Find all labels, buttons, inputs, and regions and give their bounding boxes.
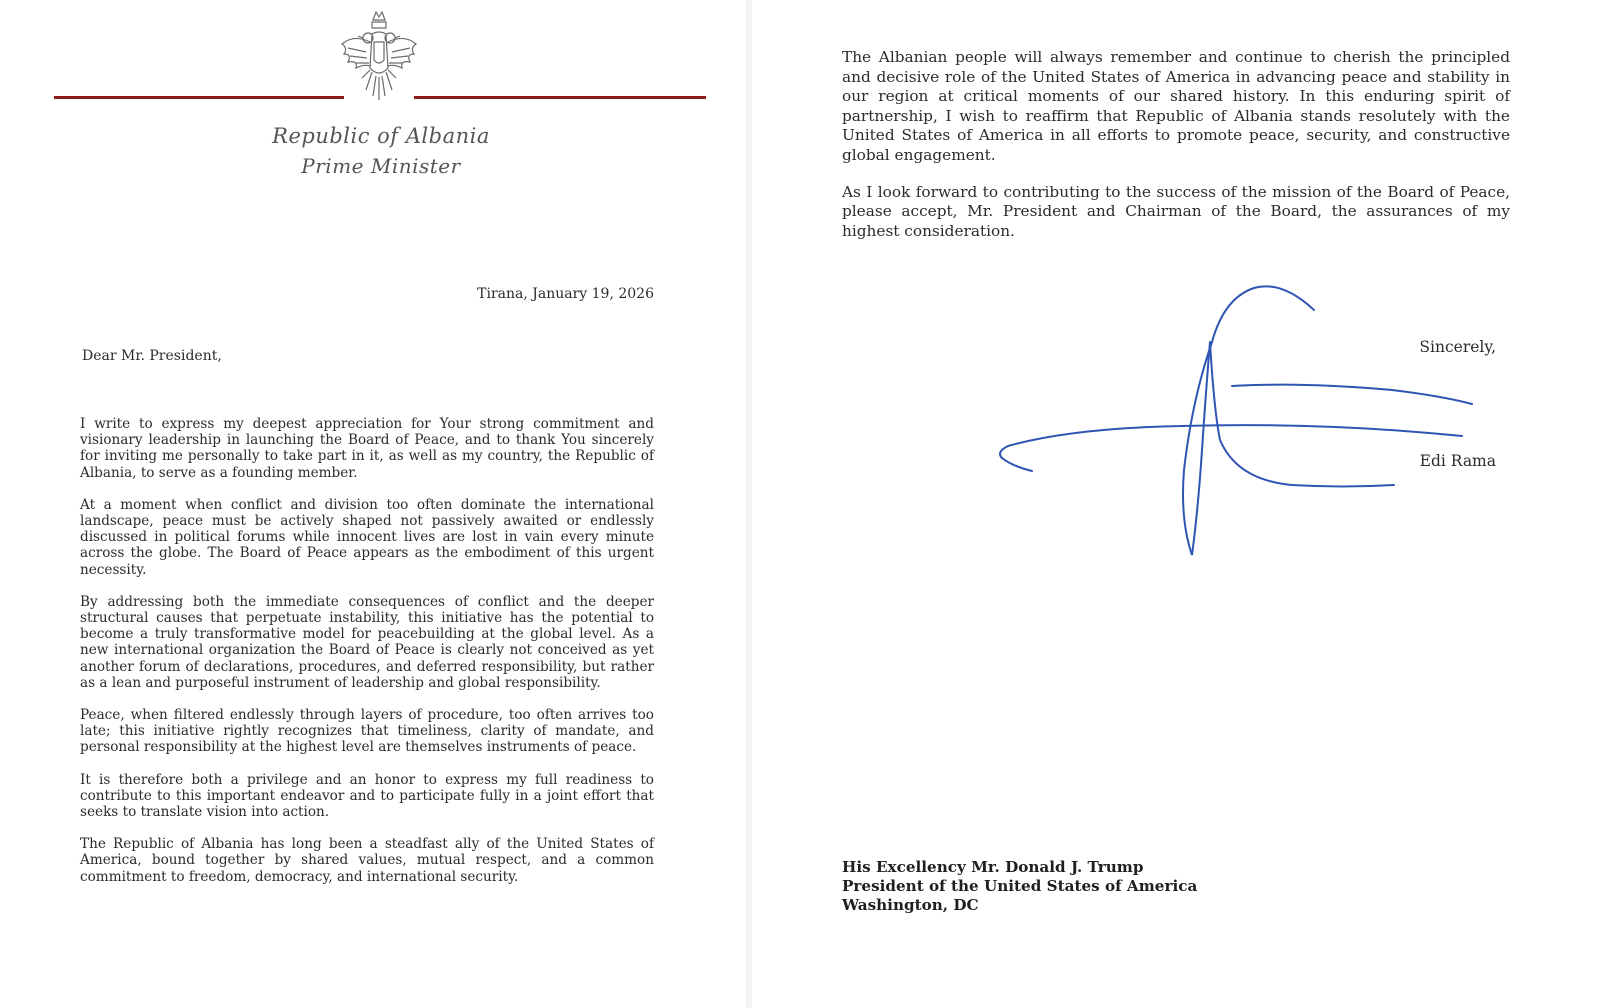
letterhead-office: Prime Minister [301,154,461,178]
letterhead-rule-right [414,96,706,99]
addressee-name: His Excellency Mr. Donald J. Trump [842,858,1144,876]
double-headed-eagle-icon [336,8,422,108]
body-paragraph: At a moment when conflict and division too often dominate the international landscape, peace must be actively shaped not passively awaited or endlessly discussed in political forums while innocent lives are lost in vain every minute across the globe. The Board of Peace appears as the embodiment of this urgent necessity. [80,496,654,578]
letterhead-country: Republic of Albania [272,124,490,148]
handwritten-signature [992,280,1512,570]
letterhead-rule-left [54,96,344,99]
body-paragraph: I write to express my deepest appreciation for Your strong commitment and visionary leadership in launching the Board of Peace, and to thank You sincerely for inviting me personally to take part in it, as well as my country, the Republic of Albania, to serve as a founding member. [80,416,654,481]
body-paragraph: It is therefore both a privilege and an honor to express my full readiness to contribute to this important endeavor and to participate fully in a joint effort that seeks to translate vision into action. [80,771,654,821]
letter-body-page-1 [80,416,654,901]
body-paragraph: The Republic of Albania has long been a steadfast ally of the United States of America, bound together by shared values, mutual respect, and a common commitment to freedom, democracy, and international security. [80,836,654,885]
body-paragraph: As I look forward to contributing to the success of the mission of the Board of Peace, please accept, Mr. President and Chairman of the Board, the assurances of my highest consideration. [842,182,1510,240]
letter-salutation: Dear Mr. President, [82,348,222,364]
body-paragraph: Peace, when filtered endlessly through layers of procedure, too often arrives too late; this initiative rightly recognizes that timeliness, clarity of mandate, and personal responsibility at the highest level are themselves instruments of peace. [80,707,654,756]
body-paragraph: By addressing both the immediate consequences of conflict and the deeper structural causes that perpetuate instability, this initiative has the potential to become a truly transformative model for peacebuilding at the global level. As a new international organization the Board of Peace is clearly not conceived as yet another forum of declarations, procedures, and deferred responsibility, but rather as a lean and purposeful instrument of leadership and global responsibility. [80,593,654,691]
addressee-title: President of the United States of America [842,877,1198,895]
body-paragraph: The Albanian people will always remember and continue to cherish the principled and decisive role of the United States of America in advancing peace and stability in our region at critical moments of our shared history. In this enduring spirit of partnership, I wish to reaffirm that Republic of Albania stands resolutely with the United States of America in all efforts to promote peace, security, and constructive global engagement. [842,48,1510,164]
addressee-block [842,858,1197,915]
letter-page-2 [752,0,1600,1008]
addressee-location: Washington, DC [842,896,979,914]
letter-body-page-2 [842,48,1510,258]
letter-date: Tirana, January 19, 2026 [477,286,654,302]
signer-name: Edi Rama [1419,452,1496,470]
letter-closing: Sincerely, [1419,338,1496,356]
letter-page-1 [0,0,746,1008]
